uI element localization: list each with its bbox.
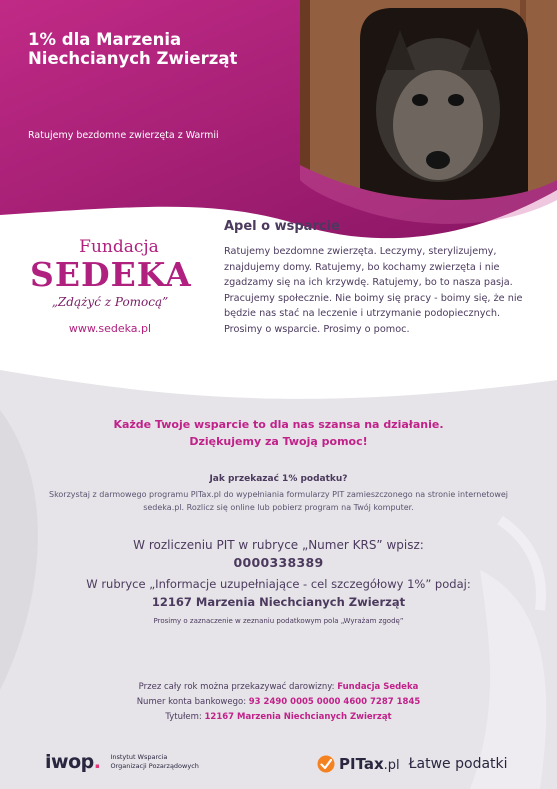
logo-name: SEDEKA [30, 255, 192, 294]
pitax-brand [339, 755, 400, 773]
how-to-text: Skorzystaj z darmowego programu PITax.pl do wypełniania formularzy PIT zamieszczonego na stronie internetowej sedeka.pl. Rozlicz się online lub pobierz program na Twój komputer. [48, 490, 508, 512]
thanks-message [0, 416, 557, 450]
sedeka-logo [30, 238, 190, 358]
iwop-logo-dot: . [93, 751, 101, 773]
iwop-desc-line-1: Instytut Wsparcia [110, 753, 168, 761]
website-link[interactable]: www.sedeka.pl [68, 322, 152, 335]
pitax-check-icon [317, 755, 335, 773]
iwop-description [110, 753, 198, 771]
goal-label: W rubryce „Informacje uzupełniające - cel szczegółowy 1%” podaj: [86, 577, 471, 591]
krs-number: 0000338389 [233, 555, 324, 570]
goal-value: 12167 Marzenia Niechcianych Zwierząt [151, 595, 406, 609]
bank-account-label: Numer konta bankowego: [136, 697, 247, 707]
donation-recipient: Fundacja Sedeka [337, 682, 419, 692]
pitax-domain: .pl [383, 758, 400, 773]
iwop-logo [45, 751, 100, 773]
logo-fundacja-text: Fundacja [79, 237, 159, 257]
donation-line-1 [0, 680, 557, 695]
hero-title: 1% dla Marzenia Niechcianych Zwierząt [28, 30, 238, 68]
hero-subtitle: Ratujemy bezdomne zwierzęta z Warmii [28, 130, 219, 141]
bank-account-number: 93 2490 0005 0000 4600 7287 1845 [248, 697, 421, 707]
thanks-line-2: Dziękujemy za Twoją pomoc! [189, 435, 368, 448]
iwop-desc-line-2: Organizacji Pozarządowych [110, 762, 199, 770]
donation-line-2 [0, 695, 557, 710]
donation-label: Przez cały rok można przekazywać darowizny: [138, 682, 335, 692]
dog-photo [300, 0, 557, 200]
pitax-logo-block [317, 755, 508, 773]
appeal-title: Apel o wsparcie [224, 219, 340, 234]
iwop-logo-block [45, 751, 199, 773]
krs-label: W rozliczeniu PIT w rubryce „Numer KRS” wpisz: [133, 538, 424, 552]
donation-line-3 [0, 710, 557, 725]
donation-info [0, 680, 557, 725]
how-to-title: Jak przekazać 1% podatku? [209, 474, 348, 484]
pitax-tagline: Łatwe podatki [408, 756, 508, 772]
logo-motto: „Zdążyć z Pomocą” [51, 295, 169, 309]
title-label: Tytułem: [165, 712, 202, 722]
consent-note: Prosimy o zaznaczenie w zeznaniu podatkowym pola „Wyrażam zgodę” [153, 617, 404, 625]
appeal-text: Ratujemy bezdomne zwierzęta. Leczymy, sterylizujemy, znajdujemy domy. Ratujemy, bo kochamy zwierzęta i nie zgadzamy się na ich krzywdę. Ratujemy, bo to nasza pasja. Pracujemy społecznie. Nie boimy się pracy - boimy się, że nie będzie nas stać na leczenie i utrzymanie podopiecznych. Prosimy o wsparcie. Prosimy o pomoc. [224, 246, 523, 335]
iwop-logo-text: iwop [45, 751, 94, 773]
title-value: 12167 Marzenia Niechcianych Zwierząt [204, 712, 392, 722]
thanks-line-1: Każde Twoje wsparcie to dla nas szansa na działanie. [113, 418, 444, 431]
pitax-brand-text: PITax [339, 755, 384, 773]
